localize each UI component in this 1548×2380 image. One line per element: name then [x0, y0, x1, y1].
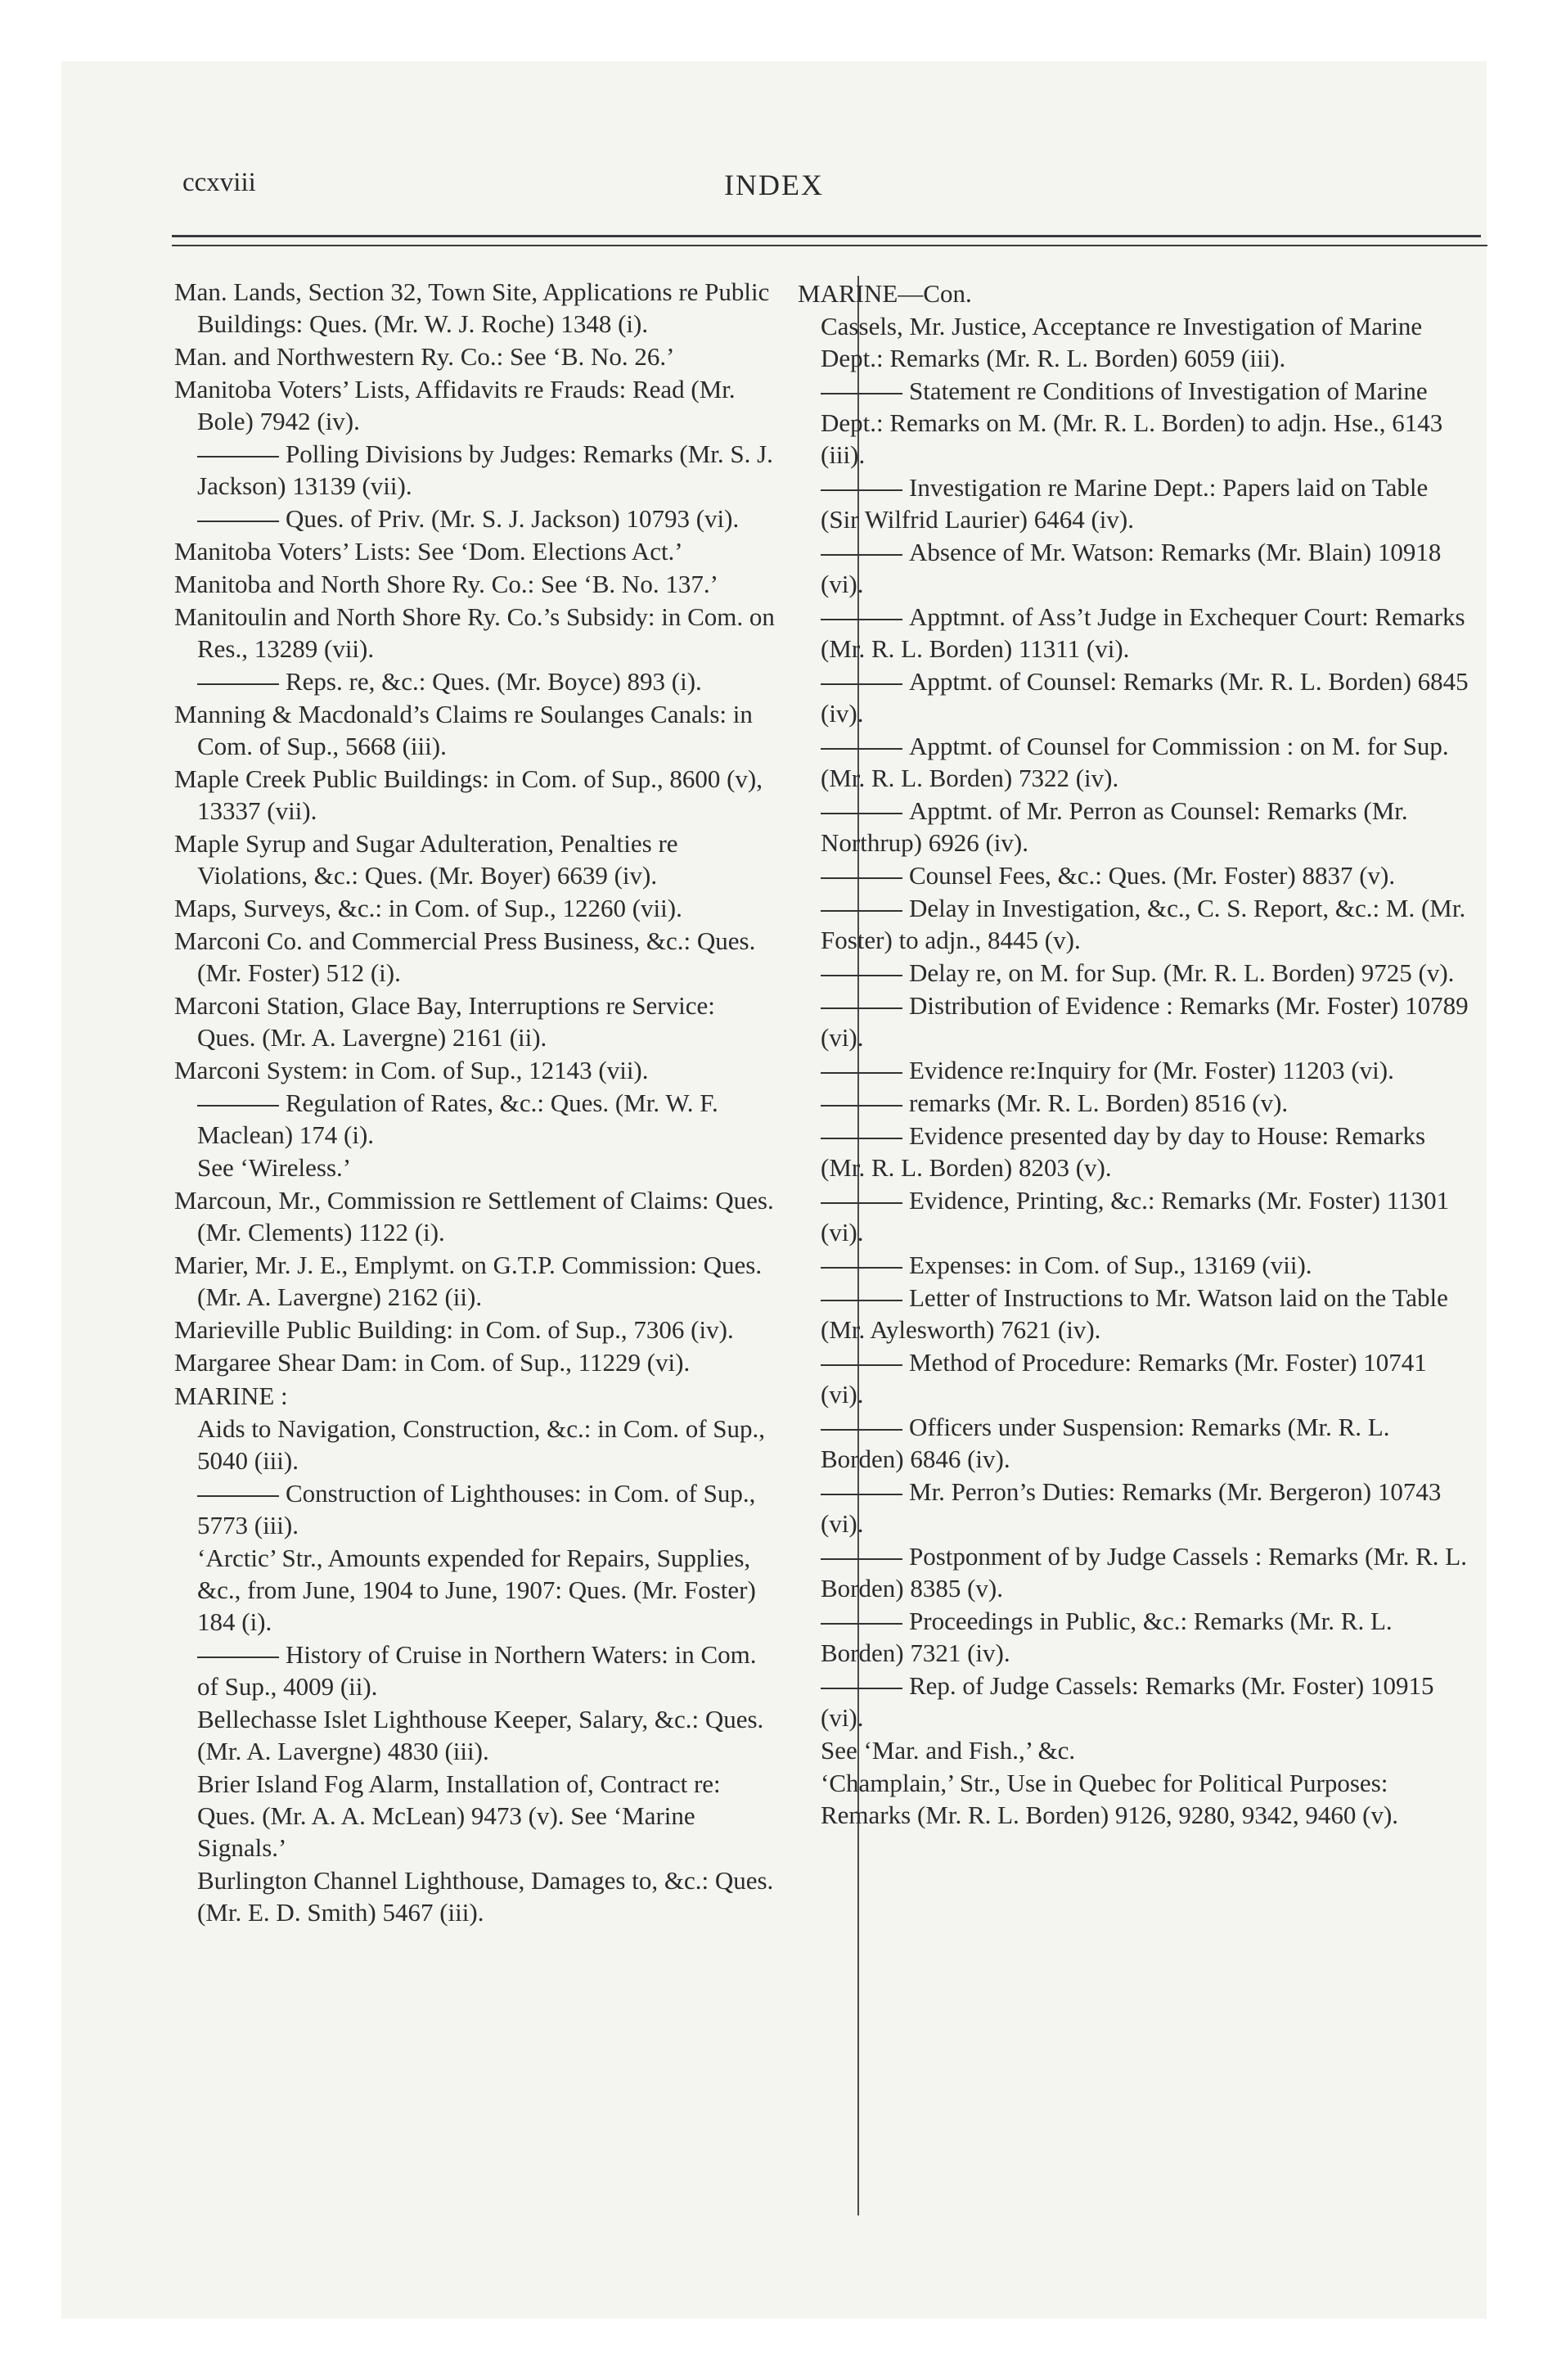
index-entry-text: Distribution of Evidence : Remarks (Mr. Foster) 10789 (vi). [821, 991, 1469, 1052]
ditto-dash [821, 1429, 902, 1431]
ditto-dash [197, 683, 279, 685]
index-entry-text: Evidence, Printing, &c.: Remarks (Mr. Foster) 11301 (vi). [821, 1186, 1450, 1246]
ditto-dash [821, 1202, 902, 1204]
index-entry-text: Absence of Mr. Watson: Remarks (Mr. Blain) 10918 (vi). [821, 538, 1442, 598]
index-entry-text: Margaree Shear Dam: in Com. of Sup., 11229 (vi). [174, 1348, 691, 1377]
index-entry [174, 1380, 780, 1412]
index-entry [174, 503, 780, 534]
index-entry [174, 373, 780, 437]
index-entry-text: Burlington Channel Lighthouse, Damages to, &c.: Ques. (Mr. E. D. Smith) 5467 (iii). [197, 1866, 774, 1927]
ditto-dash [197, 1657, 279, 1658]
ditto-dash [821, 1138, 902, 1139]
index-entry-text: Brier Island Fog Alarm, Installation of, Contract re: Ques. (Mr. A. A. McLean) 9473 (v). See ‘Marine Signals.’ [197, 1769, 721, 1862]
index-entry [798, 277, 1469, 309]
index-entry [798, 601, 1469, 665]
ditto-dash [821, 910, 902, 912]
index-entry-text: Man. and Northwestern Ry. Co.: See ‘B. No. 26.’ [174, 342, 675, 371]
index-entry [798, 989, 1469, 1053]
index-entry-text: MARINE : [174, 1382, 288, 1410]
index-entry [174, 989, 780, 1053]
index-entry-text: Investigation re Marine Dept.: Papers laid on Table (Sir Wilfrid Laurier) 6464 (iv). [821, 473, 1429, 534]
left-column [174, 276, 780, 1929]
index-entry-text: Apptmt. of Counsel: Remarks (Mr. R. L. Borden) 6845 (iv). [821, 667, 1469, 728]
index-entry-text: Regulation of Rates, &c.: Ques. (Mr. W. F. Maclean) 174 (i). [197, 1089, 718, 1149]
index-entry [798, 1120, 1469, 1183]
ditto-dash [197, 1495, 279, 1497]
index-entry-text: Officers under Suspension: Remarks (Mr. R. L. Borden) 6846 (iv). [821, 1413, 1390, 1473]
right-column [798, 276, 1469, 1832]
ditto-dash [821, 877, 902, 879]
index-entry [174, 568, 780, 600]
index-entry [798, 536, 1469, 600]
ditto-dash [821, 1007, 902, 1009]
index-entry [798, 1346, 1469, 1410]
ditto-dash [821, 393, 902, 394]
index-entry [798, 1087, 1469, 1119]
index-entry [798, 1184, 1469, 1248]
index-entry-text: Aids to Navigation, Construction, &c.: in Com. of Sup., 5040 (iii). [197, 1414, 766, 1475]
index-entry [174, 1054, 780, 1086]
index-entry-text: Manitoba Voters’ Lists, Affidavits re Frauds: Read (Mr. Bole) 7942 (iv). [174, 375, 736, 435]
index-entry-text: Rep. of Judge Cassels: Remarks (Mr. Foster) 10915 (vi). [821, 1671, 1434, 1732]
ditto-dash [821, 1267, 902, 1269]
index-entry [798, 730, 1469, 794]
index-entry [798, 1411, 1469, 1475]
index-entry-text: MARINE—Con. [798, 279, 972, 308]
index-entry [174, 1346, 780, 1378]
index-entry-text: See ‘Wireless.’ [197, 1153, 352, 1182]
index-entry-text: Evidence re:Inquiry for (Mr. Foster) 11203 (vi). [909, 1056, 1394, 1084]
index-entry [174, 1542, 780, 1638]
ditto-dash [821, 683, 902, 685]
index-entry [798, 310, 1469, 374]
index-entry-text: Mr. Perron’s Duties: Remarks (Mr. Bergeron) 10743 (vi). [821, 1477, 1442, 1538]
index-entry-text: Reps. re, &c.: Ques. (Mr. Boyce) 893 (i). [286, 667, 702, 696]
ditto-dash [821, 748, 902, 750]
ditto-dash [821, 1364, 902, 1366]
index-entry-text: See ‘Mar. and Fish.,’ &c. [821, 1736, 1076, 1765]
index-entry-text: Man. Lands, Section 32, Town Site, Applications re Public Buildings: Ques. (Mr. W. J. Roche) 1348 (i). [174, 277, 770, 338]
index-entry [174, 892, 780, 924]
index-entry [174, 1477, 780, 1541]
index-entry [174, 1703, 780, 1767]
index-entry-text: Manning & Macdonald’s Claims re Soulanges Canals: in Com. of Sup., 5668 (iii). [174, 700, 753, 760]
index-entry-text: Maple Creek Public Buildings: in Com. of Sup., 8600 (v), 13337 (vii). [174, 764, 763, 825]
index-entry [174, 665, 780, 697]
index-entry [798, 1605, 1469, 1669]
index-entry [174, 1249, 780, 1313]
ditto-dash [821, 554, 902, 556]
index-entry [798, 957, 1469, 989]
ditto-dash [821, 1105, 902, 1107]
index-entry [174, 698, 780, 762]
ditto-dash [821, 1623, 902, 1625]
index-entry [798, 471, 1469, 535]
index-entry [798, 795, 1469, 859]
running-title: INDEX [724, 169, 824, 201]
ditto-dash [821, 813, 902, 814]
index-entry-text: Marconi Station, Glace Bay, Interruptions re Service: Ques. (Mr. A. Lavergne) 2161 (ii). [174, 991, 715, 1052]
ditto-dash [821, 975, 902, 976]
index-entry [174, 535, 780, 567]
index-entry-text: Statement re Conditions of Investigation of Marine Dept.: Remarks on M. (Mr. R. L. Borden) to adjn. Hse., 6143 (iii). [821, 376, 1443, 469]
index-entry-text: Proceedings in Public, &c.: Remarks (Mr. R. L. Borden) 7321 (iv). [821, 1607, 1393, 1667]
ditto-dash [197, 456, 279, 458]
index-entry [798, 859, 1469, 891]
index-entry [174, 1864, 780, 1928]
ditto-dash [197, 521, 279, 522]
ditto-dash [821, 489, 902, 491]
index-entry-text: Ques. of Priv. (Mr. S. J. Jackson) 10793 (vi). [286, 504, 740, 533]
index-entry-text: ‘Arctic’ Str., Amounts expended for Repairs, Supplies, &c., from June, 1904 to June, 1907: Ques. (Mr. Foster) 184 (i). [197, 1544, 756, 1636]
index-entry-text: Marconi System: in Com. of Sup., 12143 (vii). [174, 1056, 649, 1084]
index-entry-text: Maps, Surveys, &c.: in Com. of Sup., 12260 (vii). [174, 894, 682, 922]
index-entry [174, 763, 780, 827]
index-entry-text: ‘Champlain,’ Str., Use in Quebec for Political Purposes: Remarks (Mr. R. L. Borden) 9126, 9280, 9342, 9460 (v). [821, 1769, 1399, 1829]
index-entry [174, 1184, 780, 1248]
ditto-dash [821, 619, 902, 620]
ditto-dash [197, 1105, 279, 1107]
ditto-dash [821, 1072, 902, 1074]
index-entry [174, 1087, 780, 1151]
index-entry [174, 1152, 780, 1183]
index-entry-text: Counsel Fees, &c.: Ques. (Mr. Foster) 8837 (v). [909, 861, 1396, 890]
index-entry-text: Marieville Public Building: in Com. of Sup., 7306 (iv). [174, 1315, 734, 1344]
index-entry [798, 1540, 1469, 1604]
header-rule-bottom [172, 245, 1487, 246]
index-entry-text: Expenses: in Com. of Sup., 13169 (vii). [909, 1251, 1312, 1279]
index-entry-text: Manitoulin and North Shore Ry. Co.’s Subsidy: in Com. on Res., 13289 (vii). [174, 602, 775, 663]
index-entry-text: Marconi Co. and Commercial Press Business, &c.: Ques. (Mr. Foster) 512 (i). [174, 926, 756, 987]
index-entry-text: Marcoun, Mr., Commission re Settlement of Claims: Ques. (Mr. Clements) 1122 (i). [174, 1186, 774, 1246]
ditto-dash [821, 1688, 902, 1689]
index-entry-text: Apptmnt. of Ass’t Judge in Exchequer Court: Remarks (Mr. R. L. Borden) 11311 (vi). [821, 602, 1465, 663]
index-entry-text: History of Cruise in Northern Waters: in Com. of Sup., 4009 (ii). [197, 1640, 757, 1701]
ditto-dash [821, 1558, 902, 1560]
index-entry [174, 1768, 780, 1864]
header-rule-top [172, 235, 1481, 237]
index-entry-text: Maple Syrup and Sugar Adulteration, Penalties re Violations, &c.: Ques. (Mr. Boyer) 6639 (iv). [174, 829, 678, 890]
index-entry [798, 1249, 1469, 1281]
index-entry-text: Cassels, Mr. Justice, Acceptance re Investigation of Marine Dept.: Remarks (Mr. R. L. Borden) 6059 (iii). [821, 312, 1423, 372]
index-entry-text: Marier, Mr. J. E., Emplymt. on G.T.P. Commission: Ques. (Mr. A. Lavergne) 2162 (ii). [174, 1251, 763, 1311]
index-entry-text: Evidence presented day by day to House: Remarks (Mr. R. L. Borden) 8203 (v). [821, 1121, 1426, 1182]
index-entry [798, 1282, 1469, 1346]
index-entry [174, 925, 780, 989]
index-entry [174, 601, 780, 665]
index-entry [798, 375, 1469, 471]
index-entry [174, 276, 780, 340]
index-entry-text: Postponment of by Judge Cassels : Remarks (Mr. R. L. Borden) 8385 (v). [821, 1542, 1467, 1602]
index-entry [798, 665, 1469, 729]
index-entry-text: Bellechasse Islet Lighthouse Keeper, Salary, &c.: Ques. (Mr. A. Lavergne) 4830 (iii). [197, 1705, 764, 1765]
ditto-dash [821, 1300, 902, 1301]
index-entry-text: Method of Procedure: Remarks (Mr. Foster) 10741 (vi). [821, 1348, 1427, 1409]
index-entry [174, 1639, 780, 1702]
index-entry-text: Manitoba and North Shore Ry. Co.: See ‘B. No. 137.’ [174, 570, 718, 598]
page-header [61, 168, 1487, 217]
index-entry-text: remarks (Mr. R. L. Borden) 8516 (v). [909, 1089, 1289, 1117]
index-entry-text: Apptmt. of Mr. Perron as Counsel: Remarks (Mr. Northrup) 6926 (iv). [821, 796, 1408, 857]
index-entry-text: Manitoba Voters’ Lists: See ‘Dom. Elections Act.’ [174, 537, 683, 566]
index-entry [174, 438, 780, 502]
index-entry-text: Polling Divisions by Judges: Remarks (Mr. S. J. Jackson) 13139 (vii). [197, 439, 773, 500]
page-number: ccxviii [182, 168, 256, 197]
index-entry-text: Letter of Instructions to Mr. Watson laid on the Table (Mr. Aylesworth) 7621 (iv). [821, 1283, 1448, 1344]
index-entry-text: Delay in Investigation, &c., C. S. Report, &c.: M. (Mr. Foster) to adjn., 8445 (v). [821, 894, 1466, 954]
index-entry-text: Construction of Lighthouses: in Com. of Sup., 5773 (iii). [197, 1479, 756, 1539]
index-entry [798, 1767, 1469, 1831]
page [61, 61, 1487, 2319]
index-entry [174, 340, 780, 372]
index-entry [798, 892, 1469, 956]
index-entry [798, 1734, 1469, 1766]
index-entry [798, 1054, 1469, 1086]
index-entry [174, 1413, 780, 1476]
index-entry [798, 1476, 1469, 1539]
index-entry-text: Apptmt. of Counsel for Commission : on M. for Sup. (Mr. R. L. Borden) 7322 (iv). [821, 732, 1449, 792]
index-entry [174, 827, 780, 891]
index-entry-text: Delay re, on M. for Sup. (Mr. R. L. Borden) 9725 (v). [909, 958, 1455, 987]
index-entry [798, 1670, 1469, 1733]
index-entry [174, 1314, 780, 1346]
ditto-dash [821, 1494, 902, 1495]
